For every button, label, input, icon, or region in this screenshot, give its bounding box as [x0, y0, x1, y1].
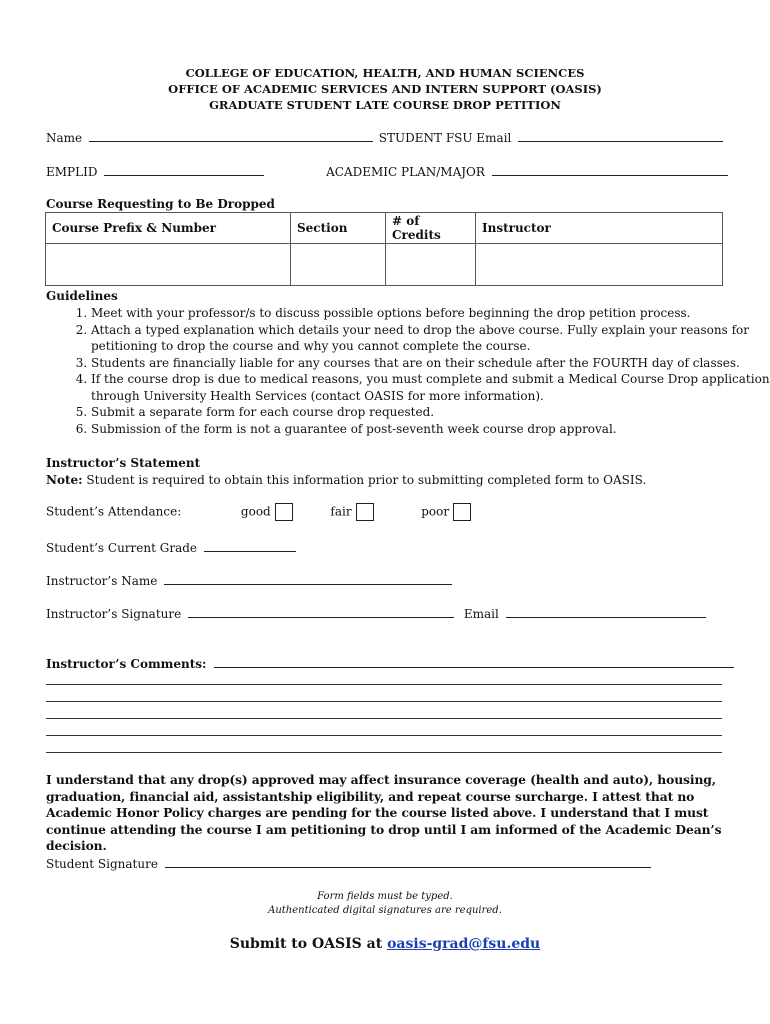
- email-field[interactable]: [518, 130, 723, 142]
- guideline-item: 5. Submit a separate form for each course drop requested.: [91, 404, 770, 421]
- guideline-item: 6. Submission of the form is not a guarantee of post-seventh week course drop approval.: [91, 421, 770, 438]
- guidelines-title: Guidelines: [46, 289, 118, 303]
- student-signature-label: Student Signature: [46, 857, 158, 871]
- instructor-email-field[interactable]: [506, 606, 706, 618]
- attestation-statement: I understand that any drop(s) approved may affect insurance coverage (health and auto), housing, graduation, financial aid, assistantship eligibility, and repeat course surcharge. I attest that no Academic Honor Policy charges are pending for the course listed above. I understand that I must continue attending the course I am petitioning to drop until I am informed of the Academic Dean’s decision.: [46, 772, 722, 853]
- comments-row: [46, 656, 734, 671]
- comments-line[interactable]: [46, 735, 722, 736]
- courses-table: [45, 212, 723, 286]
- courses-header-row: [46, 213, 723, 244]
- typed-note: Form fields must be typed.: [317, 891, 453, 902]
- oasis-email-link[interactable]: oasis-grad@fsu.edu: [387, 936, 541, 952]
- digital-signature-note: Authenticated digital signatures are required.: [268, 905, 502, 916]
- office-name: OFFICE OF ACADEMIC SERVICES AND INTERN SUPPORT (OASIS): [168, 82, 602, 96]
- comments-field-line[interactable]: [214, 656, 734, 668]
- student-signature-field[interactable]: [165, 856, 651, 868]
- good-label: good: [240, 504, 271, 519]
- comments-label: Instructor’s Comments:: [46, 657, 207, 671]
- instructor-statement-title: Instructor’s Statement: [46, 456, 201, 470]
- fair-checkbox[interactable]: [356, 503, 374, 521]
- attendance-label: Student’s Attendance:: [46, 504, 182, 519]
- col-section: Section: [291, 213, 386, 244]
- form-title: GRADUATE STUDENT LATE COURSE DROP PETITION: [209, 98, 561, 112]
- guideline-item: 3. Students are financially liable for any courses that are on their schedule after the FOURTH day of classes.: [91, 355, 770, 372]
- fair-label: fair: [330, 504, 352, 519]
- poor-label: poor: [421, 504, 450, 519]
- note-text: Student is required to obtain this information prior to submitting completed form to OASIS.: [82, 473, 647, 487]
- courses-entry-row: [46, 244, 723, 286]
- instructor-note: [46, 473, 646, 487]
- guideline-item: 1. Meet with your professor/s to discuss possible options before beginning the drop petition process.: [91, 305, 770, 322]
- col-credits: # of Credits: [386, 213, 476, 244]
- instructor-signature-label: Instructor’s Signature: [46, 607, 182, 621]
- instructor-name-row: [46, 573, 452, 588]
- form-header: [0, 65, 770, 113]
- credits-cell[interactable]: [386, 244, 476, 286]
- signature-email-row: [46, 606, 706, 621]
- col-instructor: Instructor: [476, 213, 723, 244]
- note-label: Note:: [46, 473, 83, 487]
- comments-line[interactable]: [46, 701, 722, 702]
- emplid-label: EMPLID: [46, 165, 98, 179]
- grade-row: [46, 540, 296, 555]
- poor-checkbox[interactable]: [453, 503, 471, 521]
- comments-line[interactable]: [46, 718, 722, 719]
- section-cell[interactable]: [291, 244, 386, 286]
- guidelines-list: [46, 305, 770, 437]
- courses-title: Course Requesting to Be Dropped: [46, 197, 275, 211]
- guideline-item: 2. Attach a typed explanation which details your need to drop the above course. Fully explain your reasons for petitioning to drop the course and why you cannot complete the course.: [91, 322, 770, 355]
- comments-line[interactable]: [46, 752, 722, 753]
- plan-label: ACADEMIC PLAN/MAJOR: [326, 165, 485, 179]
- instructor-cell[interactable]: [476, 244, 723, 286]
- instructor-name-label: Instructor’s Name: [46, 574, 158, 588]
- submit-text: Submit to OASIS at: [229, 936, 388, 952]
- guideline-item: 4. If the course drop is due to medical reasons, you must complete and submit a Medical Course Drop application through University Health Services (contact OASIS for more information).: [91, 371, 770, 404]
- college-name: COLLEGE OF EDUCATION, HEALTH, AND HUMAN SCIENCES: [185, 66, 585, 80]
- grade-field[interactable]: [204, 540, 296, 552]
- grade-label: Student’s Current Grade: [46, 541, 198, 555]
- student-signature-row: [46, 856, 651, 871]
- good-checkbox[interactable]: [275, 503, 293, 521]
- emplid-field[interactable]: [104, 164, 264, 176]
- attendance-row: [46, 503, 471, 521]
- email-label: STUDENT FSU Email: [378, 131, 512, 145]
- name-email-row: [46, 130, 723, 145]
- name-label: Name: [46, 131, 83, 145]
- instructor-name-field[interactable]: [164, 573, 452, 585]
- instructor-signature-field[interactable]: [188, 606, 454, 618]
- plan-field[interactable]: [492, 164, 728, 176]
- emplid-plan-row: [46, 164, 728, 179]
- col-prefix: Course Prefix & Number: [46, 213, 291, 244]
- prefix-cell[interactable]: [46, 244, 291, 286]
- name-field[interactable]: [89, 130, 373, 142]
- submit-instruction: [0, 936, 770, 952]
- instructor-email-label: Email: [463, 607, 499, 621]
- comments-line[interactable]: [46, 684, 722, 685]
